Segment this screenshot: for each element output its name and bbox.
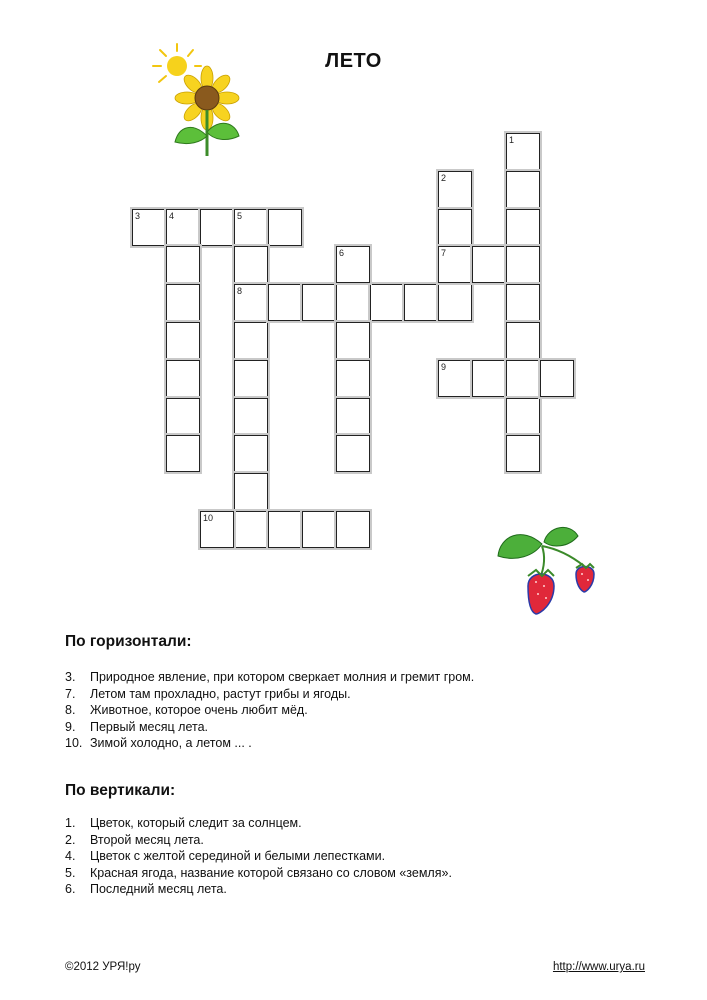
crossword-cell[interactable] [506, 360, 540, 397]
crossword-cell[interactable] [506, 322, 540, 359]
clue-number: 9 [441, 361, 447, 372]
crossword-cell[interactable] [132, 209, 166, 246]
crossword-cell[interactable] [302, 284, 336, 321]
clue-number: 6 [339, 248, 345, 259]
crossword-cell[interactable] [506, 435, 540, 472]
clue-number: 2 [441, 172, 447, 183]
crossword-cell[interactable] [302, 511, 336, 548]
crossword-cell[interactable] [166, 322, 200, 359]
crossword-cell[interactable] [472, 246, 506, 283]
clue-item: 4. Цветок с желтой серединой и белыми лепестками. [65, 849, 386, 864]
crossword-cell[interactable] [472, 360, 506, 397]
clue-number: 7 [441, 248, 447, 259]
crossword-cell[interactable] [506, 133, 540, 170]
crossword-cell[interactable] [336, 435, 370, 472]
clue-item: 3. Природное явление, при котором сверкает молния и гремит гром. [65, 670, 475, 684]
crossword-cell[interactable] [540, 360, 574, 397]
crossword-cell[interactable] [438, 209, 472, 246]
crossword-cell[interactable] [234, 435, 268, 472]
crossword-cell[interactable] [268, 209, 302, 246]
clue-number: 5 [237, 210, 243, 221]
crossword-cell[interactable] [506, 246, 540, 283]
down-clue-list [65, 815, 452, 898]
crossword-cell[interactable] [166, 398, 200, 435]
clue-number: 4 [169, 210, 175, 221]
crossword-cell[interactable] [336, 246, 370, 283]
crossword-cell[interactable] [370, 284, 404, 321]
crossword-cell[interactable] [234, 209, 268, 246]
crossword-cell[interactable] [234, 511, 268, 548]
crossword-cell[interactable] [166, 284, 200, 321]
clue-number: 10 [203, 513, 214, 523]
clue-item: 10. Зимой холодно, а летом ... . [65, 736, 252, 751]
clue-number: 8 [237, 286, 243, 297]
crossword-cell[interactable] [438, 360, 472, 397]
clue-item: 1. Цветок, который следит за солнцем. [65, 816, 302, 830]
crossword-cell[interactable] [234, 473, 268, 510]
crossword-cell[interactable] [506, 398, 540, 435]
crossword-cell[interactable] [506, 171, 540, 208]
clue-item: 6. Последний месяц лета. [65, 882, 227, 897]
crossword-cell[interactable] [268, 284, 302, 321]
crossword-cell[interactable] [336, 511, 370, 548]
crossword-cell[interactable] [166, 246, 200, 283]
crossword-cell[interactable] [200, 511, 234, 548]
clue-number: 3 [135, 210, 141, 221]
clue-item: 2. Второй месяц лета. [65, 832, 204, 847]
site-link[interactable]: http://www.urya.ru [552, 961, 645, 973]
crossword-cell[interactable] [268, 511, 302, 548]
crossword-cell[interactable] [336, 360, 370, 397]
crossword-cell[interactable] [438, 246, 472, 283]
crossword-cell[interactable] [200, 209, 234, 246]
clue-item: 5. Красная ягода, название которой связано со словом «земля». [65, 865, 452, 880]
crossword-cell[interactable] [234, 398, 268, 435]
crossword-cell[interactable] [506, 209, 540, 246]
crossword-cell[interactable] [438, 284, 472, 321]
crossword-cell[interactable] [506, 284, 540, 321]
crossword-cell[interactable] [438, 171, 472, 208]
down-heading: По вертикали: [65, 782, 176, 799]
clue-item: 8. Животное, которое очень любит мёд. [65, 703, 308, 718]
crossword-cell[interactable] [336, 322, 370, 359]
crossword-cell[interactable] [234, 322, 268, 359]
crossword-cell[interactable] [234, 284, 268, 321]
crossword-cell[interactable] [166, 360, 200, 397]
copyright-text: ©2012 УРЯ!ру [65, 961, 141, 973]
crossword-cell[interactable] [234, 360, 268, 397]
page-title: ЛЕТО [325, 50, 382, 72]
crossword-cell[interactable] [336, 398, 370, 435]
crossword-cell[interactable] [166, 209, 200, 246]
crossword-cell[interactable] [336, 284, 370, 321]
across-heading: По горизонтали: [65, 633, 192, 650]
crossword-cell[interactable] [166, 435, 200, 472]
across-clue-list [65, 669, 474, 752]
clue-item: 9. Первый месяц лета. [65, 719, 209, 734]
clue-number: 1 [509, 135, 515, 145]
crossword-cell[interactable] [234, 246, 268, 283]
crossword-cell[interactable] [404, 284, 438, 321]
clue-item: 7. Летом там прохладно, растут грибы и ягоды. [65, 686, 351, 701]
